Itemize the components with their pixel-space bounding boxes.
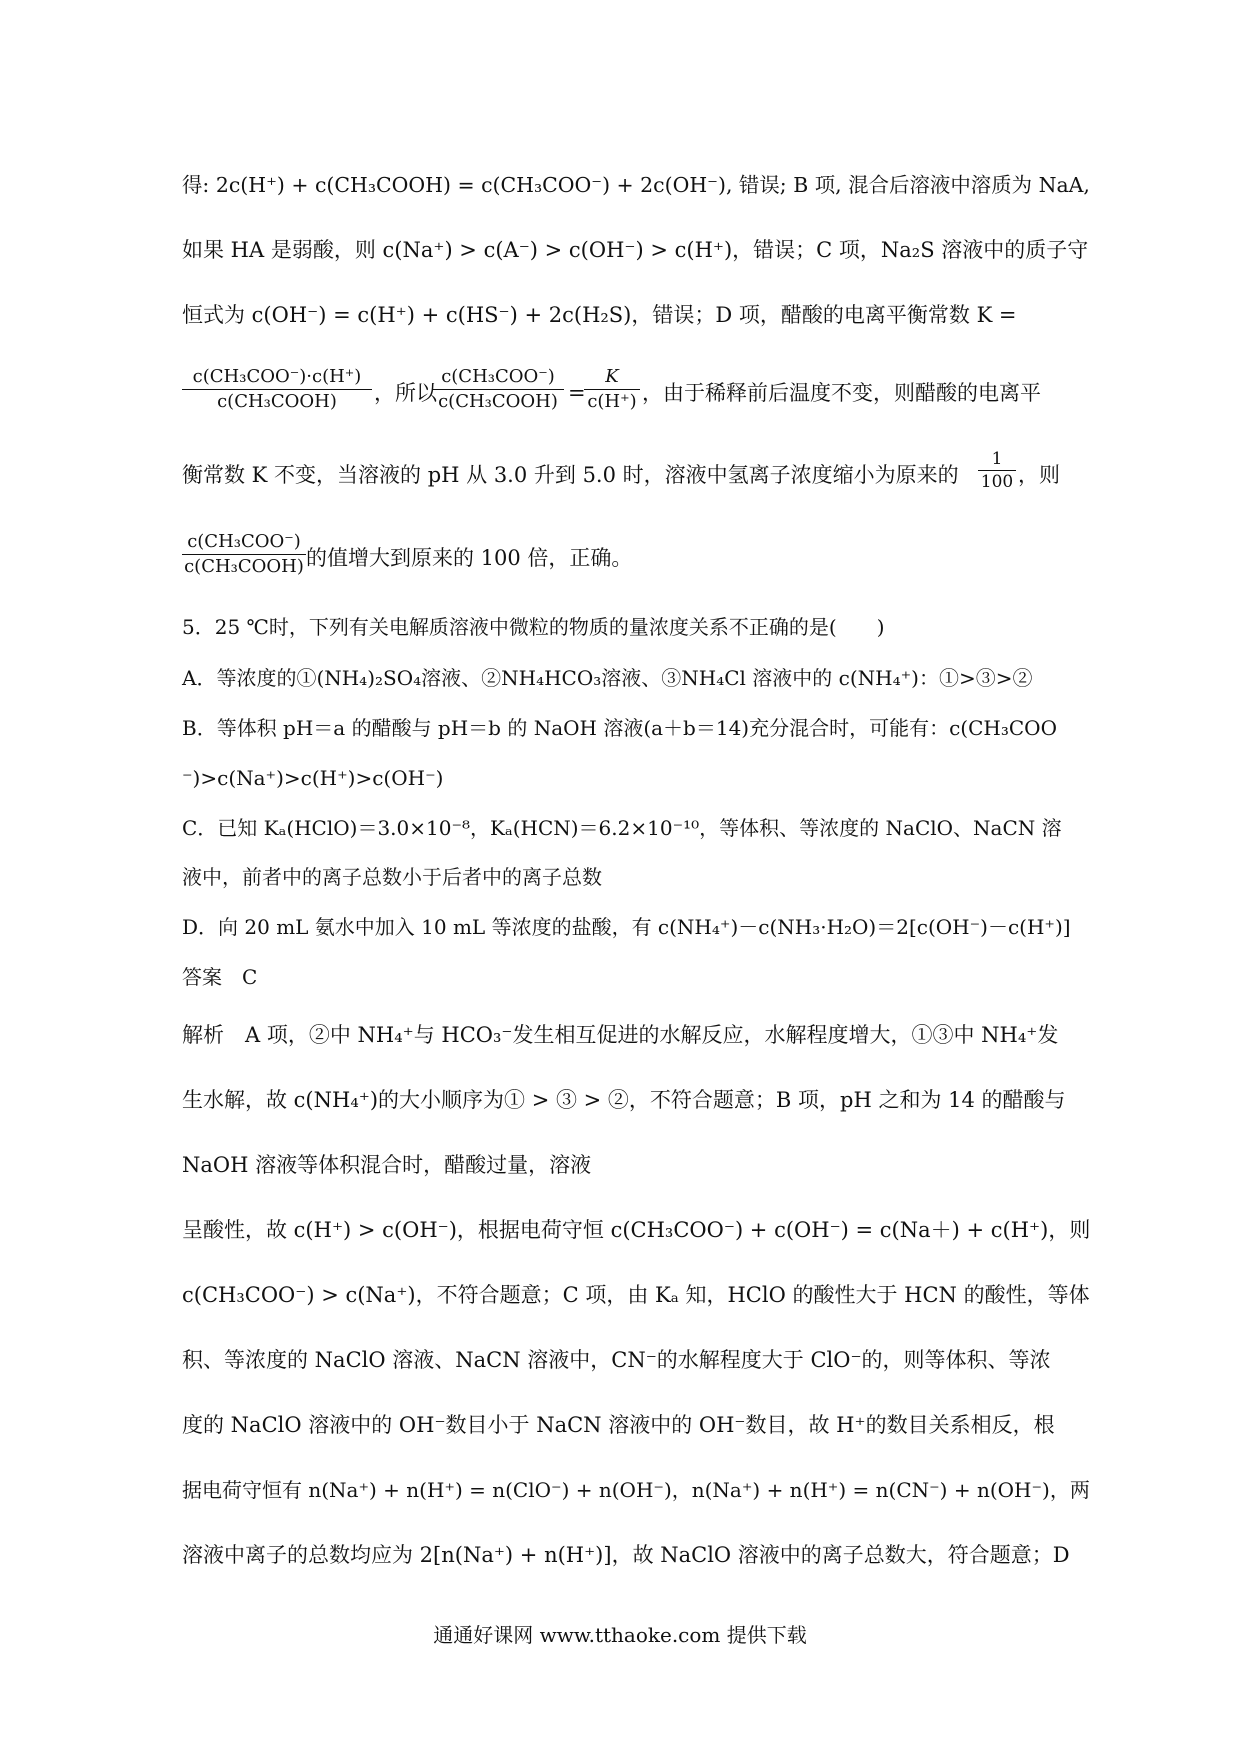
fraction-numerator: 1 [978,448,1016,471]
option-b-continued: ⁻)>c(Na⁺)>c(H⁺)>c(OH⁻) [182,766,444,790]
equals-sign: = [568,381,586,405]
fraction-k-over-h [584,365,640,414]
fraction-one-hundredth [978,448,1016,493]
fraction-numerator: K [584,365,640,390]
analysis-line: 积、等浓度的 NaClO 溶液、NaCN 溶液中，CN⁻的水解程度大于 ClO⁻的，则等体积、等浓 [182,1348,1051,1372]
fraction-ratio [432,365,564,414]
connector-text: ，所以 [374,381,437,405]
paragraph-line: ，由于稀释前后温度不变，则醋酸的电离平 [642,381,1041,405]
analysis-line: 度的 NaClO 溶液中的 OH⁻数目小于 NaCN 溶液中的 OH⁻数目，故 H⁺的数目关系相反，根 [182,1413,1055,1437]
answer: 答案 C [182,965,258,989]
paragraph-line: ，则 [1018,463,1060,487]
analysis-line: 解析 A 项，②中 NH₄⁺与 HCO₃⁻发生相互促进的水解反应，水解程度增大，①③中 NH₄⁺发 [182,1023,1059,1047]
fraction-denominator: c(CH₃COOH) [438,391,558,412]
analysis-line: c(CH₃COO⁻) > c(Na⁺)，不符合题意；C 项，由 Kₐ 知，HClO 的酸性大于 HCN 的酸性，等体 [182,1283,1090,1307]
analysis-line: 据电荷守恒有 n(Na⁺) + n(H⁺) = n(ClO⁻) + n(OH⁻)，n(Na⁺) + n(H⁺) = n(CN⁻) + n(OH⁻)，两 [182,1478,1090,1502]
fraction-denominator: c(H⁺) [587,391,637,412]
fraction-numerator: c(CH₃COO⁻) [432,365,564,390]
paragraph-line: 恒式为 c(OH⁻) = c(H⁺) + c(HS⁻) + 2c(H₂S)，错误；D 项，醋酸的电离平衡常数 K = [182,303,1017,327]
analysis-line: 生水解，故 c(NH₄⁺)的大小顺序为① > ③ > ②，不符合题意；B 项，pH 之和为 14 的醋酸与 [182,1088,1066,1112]
option-b: B．等体积 pH＝a 的醋酸与 pH＝b 的 NaOH 溶液(a＋b＝14)充分混合时，可能有：c(CH₃COO [182,716,1057,740]
option-d: D．向 20 mL 氨水中加入 10 mL 等浓度的盐酸，有 c(NH₄⁺)－c(NH₃·H₂O)＝2[c(OH⁻)－c(H⁺)] [182,915,1071,939]
fraction-numerator: c(CH₃COO⁻) [182,530,306,555]
fraction-ratio [182,530,306,579]
option-c: C．已知 Kₐ(HClO)＝3.0×10⁻⁸，Kₐ(HCN)＝6.2×10⁻¹⁰，等体积、等浓度的 NaClO、NaCN 溶 [182,816,1062,840]
fraction-numerator: c(CH₃COO⁻)·c(H⁺) [182,365,372,390]
paragraph-line: 的值增大到原来的 100 倍，正确。 [306,546,633,570]
fraction-ka [182,365,372,414]
analysis-line: NaOH 溶液等体积混合时，醋酸过量，溶液 [182,1153,592,1177]
analysis-line: 呈酸性，故 c(H⁺) > c(OH⁻)，根据电荷守恒 c(CH₃COO⁻) + c(OH⁻) = c(Na＋) + c(H⁺)，则 [182,1218,1091,1242]
option-c-continued: 液中，前者中的离子总数小于后者中的离子总数 [182,865,602,889]
analysis-line: 溶液中离子的总数均应为 2[n(Na⁺) + n(H⁺)]，故 NaClO 溶液中的离子总数大，符合题意；D [182,1543,1070,1567]
fraction-denominator: 100 [980,472,1014,492]
fraction-denominator: c(CH₃COOH) [184,556,304,577]
paragraph-line: 如果 HA 是弱酸，则 c(Na⁺) > c(A⁻) > c(OH⁻) > c(H⁺)，错误；C 项，Na₂S 溶液中的质子守 [182,238,1089,262]
option-a: A．等浓度的①(NH₄)₂SO₄溶液、②NH₄HCO₃溶液、③NH₄Cl 溶液中的 c(NH₄⁺)：①>③>② [182,666,1033,690]
paragraph-line: 衡常数 K 不变，当溶液的 pH 从 3.0 升到 5.0 时，溶液中氢离子浓度缩小为原来的 [182,463,959,487]
paragraph-line: 得: 2c(H⁺) + c(CH₃COOH) = c(CH₃COO⁻) + 2c(OH⁻), 错误; B 项, 混合后溶液中溶质为 NaA, [182,173,1090,197]
fraction-denominator: c(CH₃COOH) [217,391,337,412]
question-stem: 5．25 ℃时，下列有关电解质溶液中微粒的物质的量浓度关系不正确的是( ) [182,615,885,639]
page-footer: 通通好课网 www.tthaoke.com 提供下载 [433,1623,807,1647]
